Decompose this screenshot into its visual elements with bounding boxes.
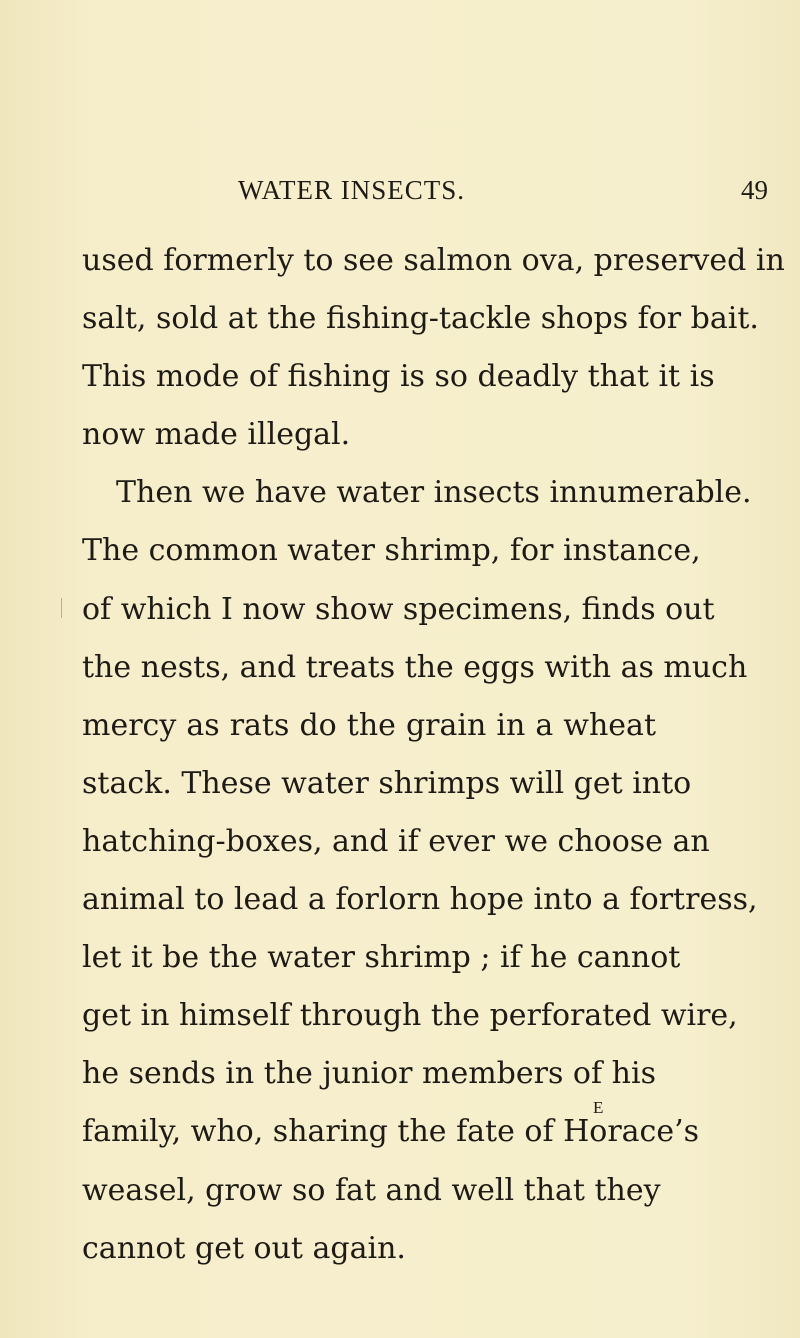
text-line: cannot get out again. <box>82 1230 406 1266</box>
text-line: Then we have water insects innumerable. <box>116 475 752 511</box>
text-line: let it be the water shrimp ; if he cannot <box>82 940 681 976</box>
running-head <box>238 172 768 208</box>
text-line: get in himself through the perforated wire, <box>82 998 738 1034</box>
paper-speck <box>61 598 62 618</box>
text-line: stack. These water shrimps will get into <box>82 765 692 801</box>
text-line: This mode of fishing is so deadly that it is <box>82 359 715 395</box>
text-line: animal to lead a forlorn hope into a fortress, <box>82 882 758 918</box>
text-line: salt, sold at the fishing-tackle shops for bait. <box>82 301 759 337</box>
text-line: mercy as rats do the grain in a wheat <box>82 707 656 743</box>
text-line: the nests, and treats the eggs with as much <box>82 649 748 685</box>
body-text <box>82 232 785 1278</box>
text-line: hatching-boxes, and if ever we choose an <box>82 823 710 859</box>
text-line: now made illegal. <box>82 417 351 453</box>
text-line: weasel, grow so fat and well that they <box>82 1172 661 1208</box>
signature-mark: E <box>593 1098 604 1117</box>
text-line: used formerly to see salmon ova, preserved in <box>82 243 785 278</box>
text-line: of which I now show specimens, finds out <box>82 591 715 627</box>
text-line: The common water shrimp, for instance, <box>82 533 701 569</box>
running-title: WATER INSECTS. <box>238 175 466 205</box>
text-line: family, who, sharing the fate of Horace’s <box>82 1114 700 1150</box>
text-line: he sends in the junior members of his <box>82 1056 656 1092</box>
page-number: 49 <box>741 175 768 205</box>
